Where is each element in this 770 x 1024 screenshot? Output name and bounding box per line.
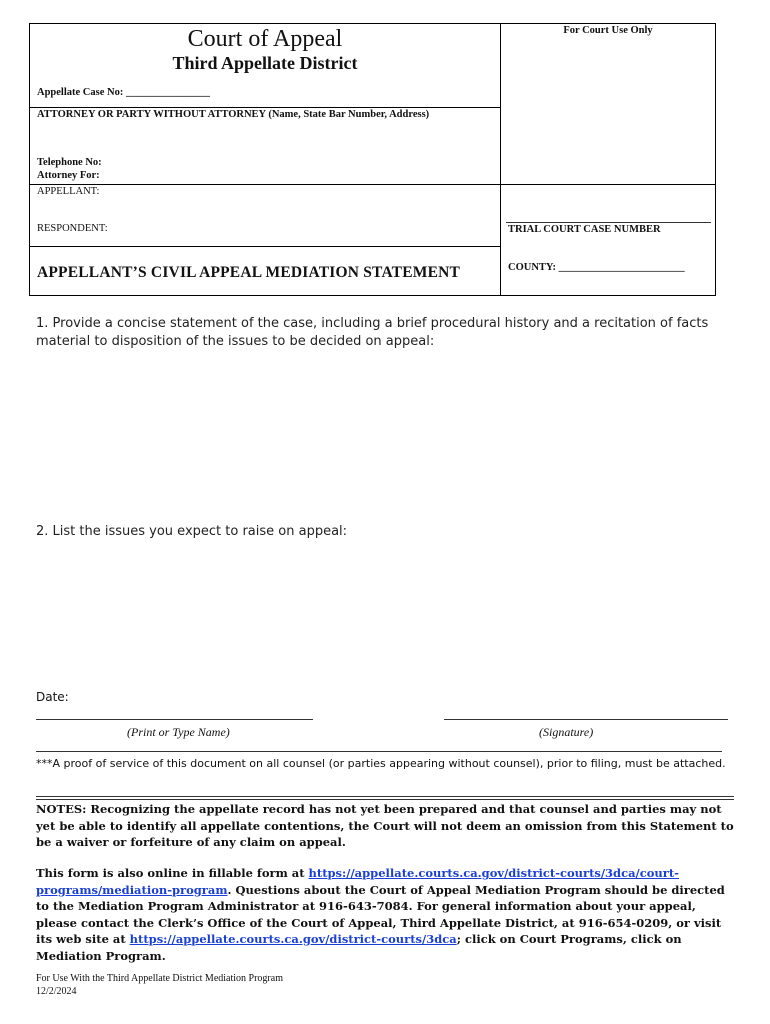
- telephone-label: Telephone No:: [37, 157, 102, 168]
- website-link[interactable]: https://appellate.courts.ca.gov/district-courts/3dca: [129, 932, 457, 946]
- proof-of-service-note: ***A proof of service of this document on all counsel (or parties appearing without counsel), prior to filing, must be attached.: [36, 757, 726, 770]
- question-2: 2. List the issues you expect to raise on appeal:: [36, 524, 348, 539]
- online-paragraph: [36, 865, 736, 964]
- footer: [36, 972, 283, 998]
- divider-case-no: [29, 107, 501, 108]
- trial-court-case-number-label: TRIAL COURT CASE NUMBER: [508, 224, 661, 235]
- notes-rule-top: [36, 796, 734, 797]
- date-label: Date:: [36, 690, 69, 704]
- separator-line: [36, 751, 722, 752]
- print-name-line[interactable]: [36, 719, 313, 720]
- appellant-label: APPELLANT:: [37, 186, 100, 197]
- respondent-label: RESPONDENT:: [37, 223, 108, 234]
- form-title: APPELLANT’S CIVIL APPEAL MEDIATION STATEMENT: [37, 264, 461, 281]
- signature-line[interactable]: [444, 719, 728, 720]
- question-1: 1. Provide a concise statement of the case, including a brief procedural history and a recitation of facts material to disposition of the issues to be decided on appeal:: [36, 316, 709, 349]
- divider-title: [29, 246, 501, 247]
- attorney-label: ATTORNEY OR PARTY WITHOUT ATTORNEY (Name, State Bar Number, Address): [37, 109, 430, 120]
- attorney-for-label: Attorney For:: [37, 170, 100, 181]
- footer-program-line: For Use With the Third Appellate District Mediation Program: [36, 973, 283, 984]
- court-use-only-label: For Court Use Only: [563, 25, 653, 36]
- online-text-2: . Questions about the Court of Appeal Mediation Program should be directed to the Mediation Program Administrator at 916-643-7084. For general information about your appeal, please contact the Clerk’s Office of the Court of Appeal, Third Appellate District, at 916-654-0209, or visit its web site at: [36, 882, 725, 946]
- court-title: Court of Appeal: [187, 26, 343, 52]
- mediation-program-link[interactable]: https://appellate.courts.ca.gov/district-courts/3dca/court-programs/mediation-program: [36, 866, 679, 897]
- trial-case-number-line: [506, 222, 711, 223]
- divider-parties: [29, 184, 716, 185]
- appellate-case-no-field[interactable]: Appellate Case No: ________________: [37, 87, 210, 98]
- signature-caption: (Signature): [539, 725, 594, 739]
- notes-paragraph: NOTES: Recognizing the appellate record has not yet been prepared and that counsel and parties may not yet be able to identify all appellate contentions, the Court will not deem an omission from this Statement to be a waiver or forfeiture of any claim on appeal.: [36, 802, 734, 849]
- notes-rule-bottom: [36, 799, 734, 800]
- print-name-caption: (Print or Type Name): [127, 725, 230, 739]
- district-title: Third Appellate District: [172, 53, 358, 73]
- footer-date: 12/2/2024: [36, 986, 77, 997]
- county-field[interactable]: COUNTY: ________________________: [508, 262, 685, 273]
- online-text-3: ; click on Court Programs, click on Mediation Program.: [36, 932, 682, 963]
- online-text-1: This form is also online in fillable form at: [36, 866, 309, 880]
